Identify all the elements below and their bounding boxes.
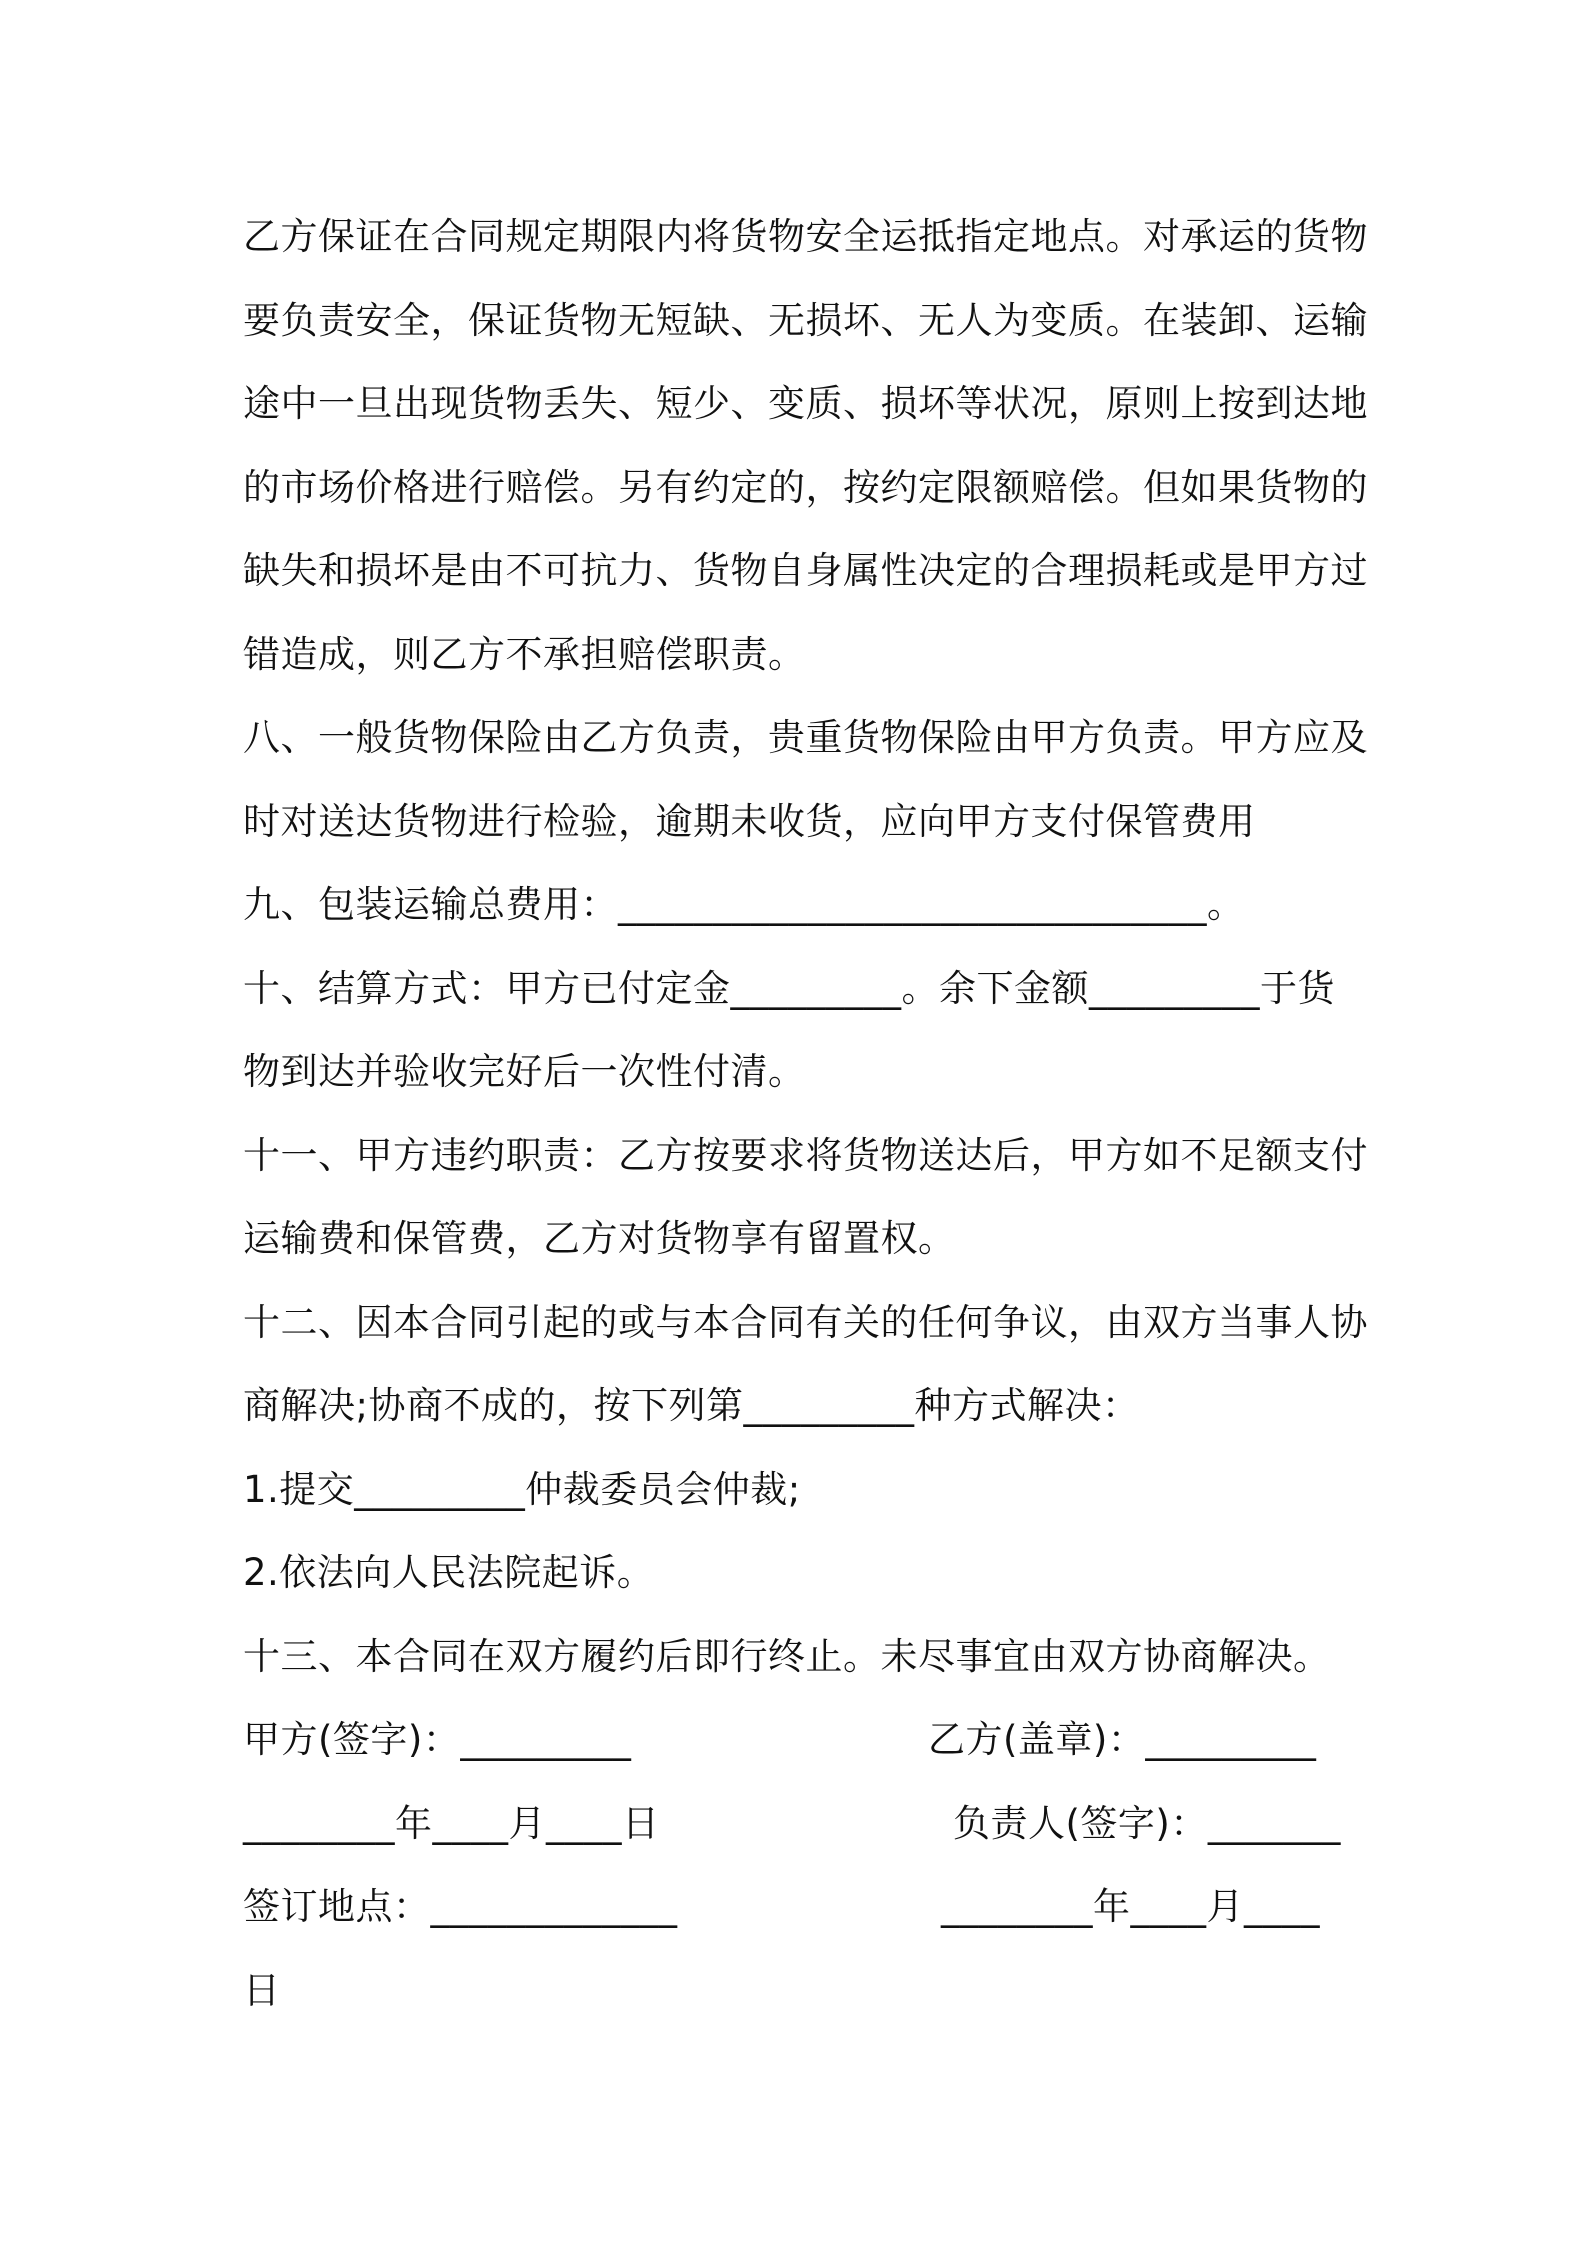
text-line: 商解决;协商不成的，按下列第_________种方式解决： [243,1384,1140,1427]
text-line: 物到达并验收完好后一次性付清。 [243,1050,806,1093]
text-line: 乙方保证在合同规定期限内将货物安全运抵指定地点。对承运的货物 [243,215,1368,258]
signature-row [243,1865,1353,1949]
clause-9-line: 九、包装运输总费用：_______________________________。 [243,883,1245,926]
signature-row [243,1698,1353,1782]
clause-13-line: 十三、本合同在双方履约后即行终止。未尽事宜由双方协商解决。 [243,1634,1331,1678]
text-line: 缺失和损坏是由不可抗力、货物自身属性决定的合理损耗或是甲方过 [243,549,1368,592]
text-line: 时对送达货物进行检验，逾期未收货，应向甲方支付保管费用 [243,799,1256,843]
party-a-date: ________年____月____日 [243,1801,660,1845]
text-line: 的市场价格进行赔偿。另有约定的，按约定限额赔偿。但如果货物的 [243,465,1368,509]
clause-10-line: 十、结算方式：甲方已付定金_________。余下金额_________于货 [243,966,1335,1010]
text-line: 途中一旦出现货物丢失、短少、变质、损坏等状况，原则上按到达地 [243,382,1368,425]
option-1-line: 1.提交_________仲裁委员会仲裁; [243,1467,801,1511]
party-b-seal: 乙方(盖章)：_________ [928,1718,1317,1761]
text-line: 错造成，则乙方不承担赔偿职责。 [243,632,806,676]
party-b-date-day: 日 [243,1968,281,2012]
party-b-date: ________年____月____ [941,1885,1320,1928]
text-line: 运输费和保管费，乙方对货物享有留置权。 [243,1217,956,1260]
signature-row [243,1782,1353,1866]
clause-12-line: 十二、因本合同引起的或与本合同有关的任何争议，由双方当事人协 [243,1300,1368,1344]
option-2-line: 2.依法向人民法院起诉。 [243,1551,655,1594]
clause-11-line: 十一、甲方违约职责：乙方按要求将货物送达后，甲方如不足额支付 [243,1133,1368,1177]
signature-row [243,1949,1353,2033]
document-body [243,195,1368,2032]
text-line: 要负责安全，保证货物无短缺、无损坏、无人为变质。在装卸、运输 [243,298,1368,342]
party-a-signature: 甲方(签字)：_________ [243,1718,632,1761]
clause-8-line: 八、一般货物保险由乙方负责，贵重货物保险由甲方负责。甲方应及 [243,716,1368,759]
signing-location: 签订地点：_____________ [243,1885,678,1928]
responsible-person-signature: 负责人(签字)：_______ [953,1801,1341,1845]
